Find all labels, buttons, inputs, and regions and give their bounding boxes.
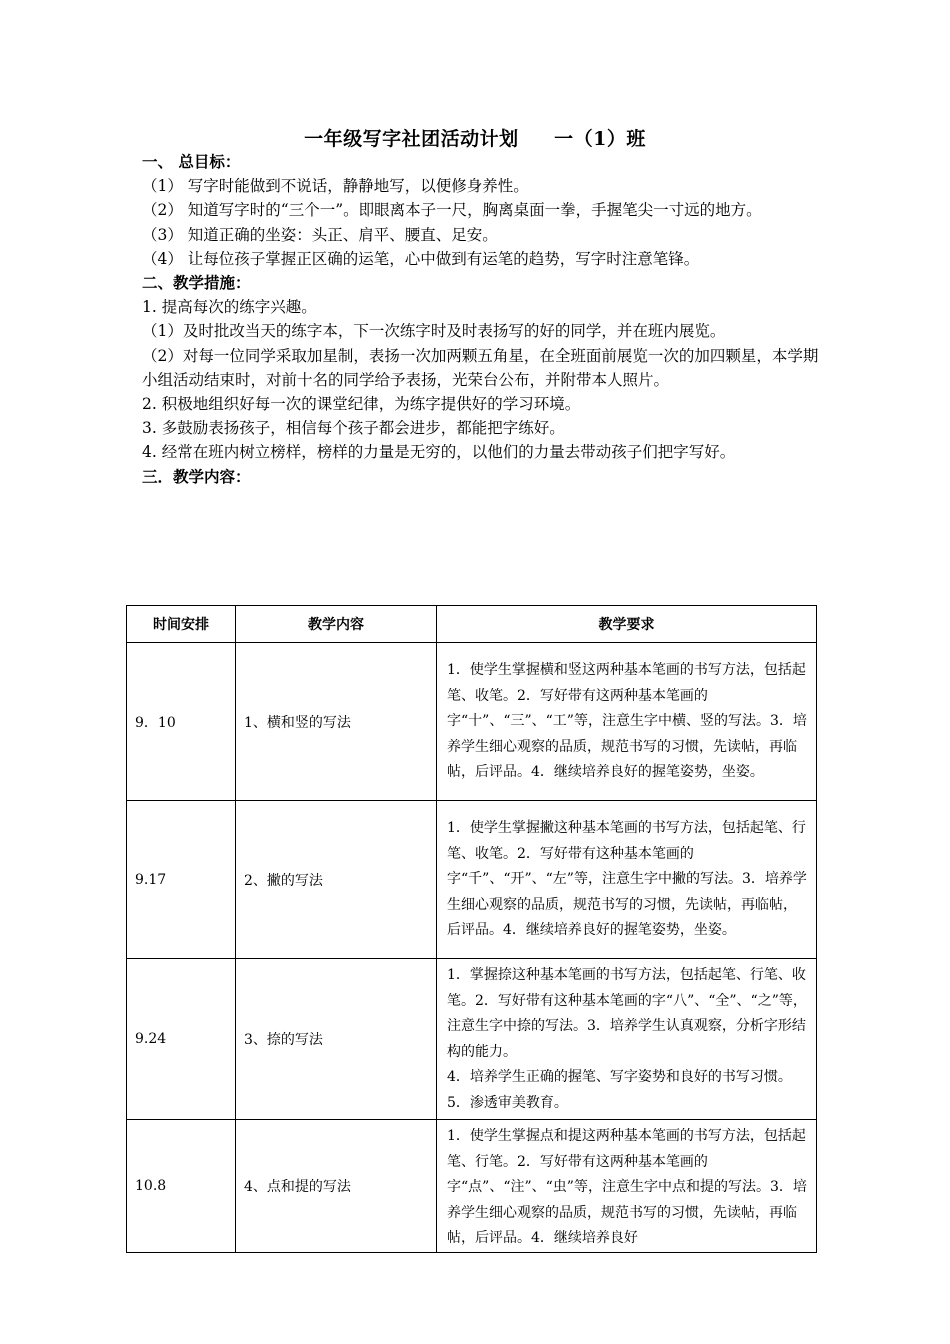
section-heading-content: 三．教学内容： — [142, 466, 251, 486]
teaching-plan-table — [126, 605, 817, 1253]
measure-item: （2）对每一位同学采取加星制，表扬一次加两颗五角星，在全班面前展览一次的加四颗星，本学期小组活动结束时，对前十名的同学给予表扬，光荣台公布，并附带本人照片。 — [142, 346, 819, 389]
header-time: 时间安排 — [127, 606, 236, 643]
table-row — [127, 1120, 817, 1253]
cell-time: 9．10 — [127, 643, 236, 801]
measure-item: （1）及时批改当天的练字本，下一次练字时及时表扬写的好的同学，并在班内展览。 — [142, 322, 726, 341]
cell-time: 9.24 — [127, 959, 236, 1120]
measure-item: 3. 多鼓励表扬孩子，相信每个孩子都会进步，都能把字练好。 — [142, 419, 565, 438]
goal-item: （3） 知道正确的坐姿：头正、肩平、腰直、足安。 — [142, 225, 498, 244]
cell-requirements: 1．掌握捺这种基本笔画的书写方法，包括起笔、行笔、收笔。2．写好带有这种基本笔画的字“八”、“全”、“之”等，注意生字中捺的写法。3．培养学生认真观察，分析字形结构的能力。 4．培养学生正确的握笔、写字姿势和良好的书写习惯。5．渗透审美教育。 — [437, 959, 817, 1120]
goal-item: （1） 写字时能做到不说话，静静地写，以便修身养性。 — [142, 177, 529, 196]
goal-item: （2） 知道写字时的“三个一”。即眼离本子一尺，胸离桌面一拳，手握笔尖一寸远的地方。 — [142, 201, 762, 220]
page-title: 一年级写字社团活动计划 一（1）班 — [304, 128, 646, 150]
cell-requirements: 1．使学生掌握撇这种基本笔画的书写方法，包括起笔、行笔、收笔。2．写好带有这种基本笔画的字“千”、“开”、“左”等，注意生字中撇的写法。3．培养学生细心观察的品质，规范书写的习惯，先读帖，再临帖，后评品。4．继续培养良好的握笔姿势，坐姿。 — [437, 801, 817, 959]
table-row — [127, 959, 817, 1120]
measure-item: 1. 提高每次的练字兴趣。 — [142, 298, 317, 317]
document-body — [142, 150, 822, 489]
cell-content: 2、撇的写法 — [236, 801, 437, 959]
cell-content: 4、点和提的写法 — [236, 1120, 437, 1253]
header-content: 教学内容 — [236, 606, 437, 643]
table-header-row — [127, 606, 817, 643]
cell-requirements: 1．使学生掌握横和竖这两种基本笔画的书写方法，包括起笔、收笔。2．写好带有这两种基本笔画的字“十”、“三”、“工”等，注意生字中横、竖的写法。3．培养学生细心观察的品质，规范书写的习惯，先读帖，再临帖，后评品。4．继续培养良好的握笔姿势，坐姿。 — [437, 643, 817, 801]
section-heading-goals: 一、 总目标： — [142, 152, 241, 171]
cell-time: 10.8 — [127, 1120, 236, 1253]
cell-content: 3、捺的写法 — [236, 959, 437, 1120]
header-requirements: 教学要求 — [437, 606, 817, 643]
cell-content: 1、横和竖的写法 — [236, 643, 437, 801]
cell-requirements — [437, 1120, 817, 1253]
measure-item: 4. 经常在班内树立榜样，榜样的力量是无穷的，以他们的力量去带动孩子们把字写好。 — [142, 443, 736, 462]
cell-time: 9.17 — [127, 801, 236, 959]
measure-item: 2. 积极地组织好每一次的课堂纪律，为练字提供好的学习环境。 — [142, 395, 581, 414]
table-row — [127, 801, 817, 959]
goal-item: （4） 让每位孩子掌握正区确的运笔，心中做到有运笔的趋势，写字时注意笔锋。 — [142, 249, 700, 268]
cell-requirements-text: 1．使学生掌握点和提这两种基本笔画的书写方法，包括起笔、行笔。2．写好带有这两种基本笔画的字“点”、“注”、“虫”等，注意生字中点和提的写法。3．培养学生细心观察的品质，规范书写的习惯，先读帖，再临帖，后评品。4．继续培养良好 — [447, 1128, 807, 1246]
section-heading-measures: 二、教学措施： — [142, 273, 251, 293]
table-row — [127, 643, 817, 801]
